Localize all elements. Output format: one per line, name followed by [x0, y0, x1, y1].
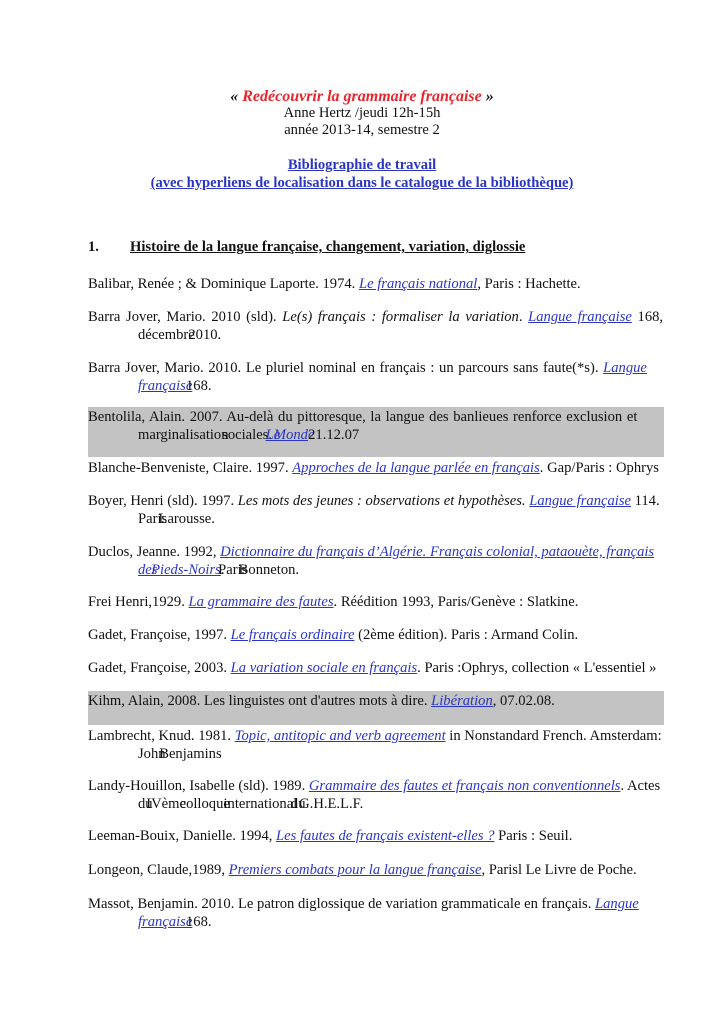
bib-entry: Frei Henri,1929. La grammaire des fautes. Réédition 1993, Paris/Genève : Slatkine. [88, 594, 579, 610]
catalog-link[interactable]: Grammaire des fautes et français non conventionnels [308, 778, 621, 794]
catalog-link[interactable]: Premiers combats pour la langue française [228, 862, 482, 878]
bib-entry: Massot, Benjamin. 2010. Le patron diglossique de variation grammaticale en français. Langue française 168. [88, 896, 639, 930]
catalog-link[interactable]: française [138, 914, 193, 930]
bibliography-subtitle-link[interactable]: (avec hyperliens de localisation dans le catalogue de la bibliothèque) [150, 175, 574, 191]
course-title: « Redécouvrir la grammaire française » [230, 88, 494, 105]
bib-entry-highlighted: Kihm, Alain, 2008. Les linguistes ont d'autres mots à dire. Libération, 07.02.08. [88, 691, 664, 725]
catalog-link[interactable]: Dictionnaire du français d’Algérie. Français colonial, pataouète, français [220, 544, 655, 560]
section-title: Histoire de la langue française, changement, variation, diglossie [130, 239, 526, 255]
bib-entry: Landy-Houillon, Isabelle (sld). 1989. Grammaire des fautes et français non conventionnels. Actes du IVème colloque international du G.H.E.L.F. [88, 778, 661, 812]
catalog-link[interactable]: des Pieds-Noirs [138, 562, 221, 578]
bib-entry: Balibar, Renée ; & Dominique Laporte. 1974. Le français national, Paris : Hachette. [88, 276, 581, 292]
instructor-line: Anne Hertz /jeudi 12h-15h [283, 105, 441, 121]
bibliography-heading [0, 156, 724, 192]
catalog-link[interactable]: Libération [431, 693, 493, 709]
catalog-link[interactable]: Langue française [529, 493, 631, 509]
bib-entry: Duclos, Jeanne. 1992, Dictionnaire du français d’Algérie. Français colonial, pataouète, français des Pieds-Noirs. Paris : Bonneton. [88, 544, 655, 578]
bib-entry: Barra Jover, Mario. 2010 (sld). Le(s) français : formaliser la variation. Langue française 168, décembre 2010. [88, 309, 664, 343]
catalog-link[interactable]: Les fautes de français existent-elles ? [276, 828, 495, 844]
catalog-link[interactable]: Topic, antitopic and verb agreement [234, 728, 446, 744]
section-number: 1. [88, 239, 99, 255]
catalog-link[interactable]: Le français ordinaire [230, 627, 355, 643]
bib-entry: Blanche-Benveniste, Claire. 1997. Approches de la langue parlée en français. Gap/Paris : Ophrys [88, 460, 659, 476]
bib-entry: Longeon, Claude,1989, Premiers combats pour la langue française, Parisl Le Livre de Poche. [88, 862, 637, 878]
bibliography-link[interactable]: Bibliographie de travail [287, 157, 437, 173]
course-header [0, 88, 724, 139]
catalog-link[interactable]: La variation sociale en français [230, 660, 418, 676]
catalog-link[interactable]: Langue [595, 896, 639, 912]
bib-entry: Leeman-Bouix, Danielle. 1994, Les fautes de français existent-elles ? Paris : Seuil. [88, 828, 573, 844]
catalog-link[interactable]: Approches de la langue parlée en français [292, 460, 540, 476]
catalog-link[interactable]: La grammaire des fautes [188, 594, 334, 610]
catalog-link[interactable]: Langue française [528, 309, 632, 325]
section-heading [88, 239, 525, 256]
catalog-link[interactable]: Langue [603, 360, 647, 376]
catalog-link[interactable]: Le français national [358, 276, 478, 292]
bib-entry: Boyer, Henri (sld). 1997. Les mots des jeunes : observations et hypothèses. Langue française 114. Paris : Larousse. [88, 493, 660, 527]
bib-entry: Barra Jover, Mario. 2010. Le pluriel nominal en français : un parcours sans faute(*s). Langue française 168. [88, 360, 647, 394]
catalog-link[interactable]: Le Monde [265, 427, 309, 443]
bib-entry: Gadet, Françoise, 1997. Le français ordinaire (2ème édition). Paris : Armand Colin. [88, 627, 579, 643]
bib-entry: Lambrecht, Knud. 1981. Topic, antitopic and verb agreement in Nonstandard French. Amsterdam: John Benjamins [88, 728, 662, 762]
catalog-link[interactable]: française [138, 378, 193, 394]
bib-entry-highlighted: Bentolila, Alain. 2007. Au-delà du pittoresque, la langue des banlieues renforce exclusion et marginalisation sociales. Le Monde 21.12.07 [88, 407, 664, 457]
term-line: année 2013-14, semestre 2 [284, 122, 440, 138]
bib-entry: Gadet, Françoise, 2003. La variation sociale en français. Paris :Ophrys, collection « L'essentiel » [88, 660, 657, 676]
